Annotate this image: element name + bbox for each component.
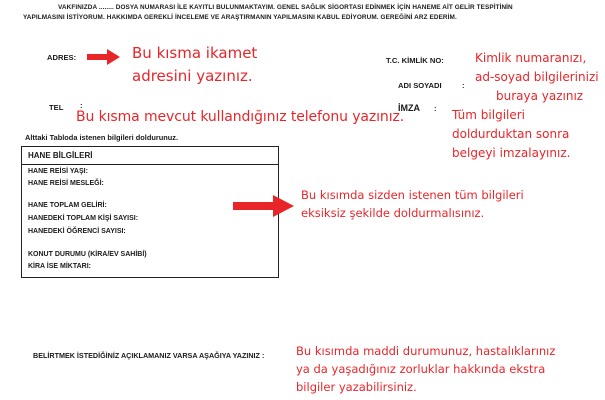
adres-note-line-1: Bu kısma ikamet [132,44,258,62]
adres-arrow-icon [87,48,121,66]
tel-note: Bu kısma mevcut kullandığınız telefonu yazınız. [76,109,405,125]
adres-label: ADRES: [47,53,77,62]
table-row: HANE TOPLAM GELİRİ: [28,202,107,209]
table-row: HANE REİSİ YAŞI: [28,168,88,175]
kimlik-note-line-1: Kimlik numaranızı, [475,51,587,65]
intro-line-2: YAPILMASINI İSTİYORUM. HAKKIMDA GEREKLİ İNCELEME VE ARAŞTIRMANIN YAPILMASINI KABUL EDİYORUM. GEREĞİNİ ARZ EDERİM. [23,14,457,21]
aciklama-note-line-3: bilgiler yazabilirsiniz. [296,380,417,394]
aciklama-note-line-1: Bu kısımda maddi durumunuz, hastalıklarınız [296,344,556,358]
adi-soyadi-colon: : [462,81,465,90]
table-row: HANE REİSİ MESLEĞİ: [28,180,104,187]
tel-colon: : [80,101,83,110]
table-row: HANEDEKİ ÖĞRENCİ SAYISI: [28,228,126,235]
table-intro: Alttaki Tabloda istenen bilgileri doldurunuz. [25,133,179,142]
adi-soyadi-label: ADI SOYADI [398,81,442,90]
table-note-line-2: eksiksiz şekilde doldurmalısınız. [301,206,485,220]
tel-label: TEL [49,103,64,112]
imza-colon: : [434,104,437,113]
imza-note-line-2: doldurduktan sonra [452,127,570,141]
adres-note-line-2: adresini yazınız. [132,67,253,85]
intro-line-1: VAKFINIZDA ........ DOSYA NUMARASI İLE KAYITLI BULUNMAKTAYIM. GENEL SAĞLIK SİGORTASI EDİNMEK İÇİN HANEME AİT GELİR TESPİTİNİN [58,4,513,11]
table-arrow-icon [233,194,295,218]
imza-note-line-3: belgeyi imzalayınız. [452,146,571,160]
table-row: HANEDEKİ TOPLAM KİŞİ SAYISI: [28,215,139,222]
table-header-title: HANE BİLGİLERİ [28,151,93,160]
aciklama-label: BELİRTMEK İSTEDİĞİNİZ AÇIKLAMANIZ VARSA AŞAĞIYA YAZINIZ : [33,351,265,360]
kimlik-note-line-3: buraya yazınız [496,89,584,103]
table-header [22,147,278,165]
aciklama-note-line-2: ya da yaşadığınız zorluklar hakkında ekstra [296,362,546,376]
table-note-line-1: Bu kısımda sizden istenen tüm bilgileri [301,188,524,202]
imza-label: İMZA [398,103,420,113]
table-row: KİRA İSE MİKTARI: [28,263,91,270]
kimlik-note-line-2: ad-soyad bilgilerinizi [475,70,599,84]
imza-note-line-1: Tüm bilgileri [452,108,526,122]
table-row: KONUT DURUMU (KİRA/EV SAHİBİ) [28,251,147,258]
tc-kimlik-label: T.C. KİMLİK NO: [386,56,444,65]
